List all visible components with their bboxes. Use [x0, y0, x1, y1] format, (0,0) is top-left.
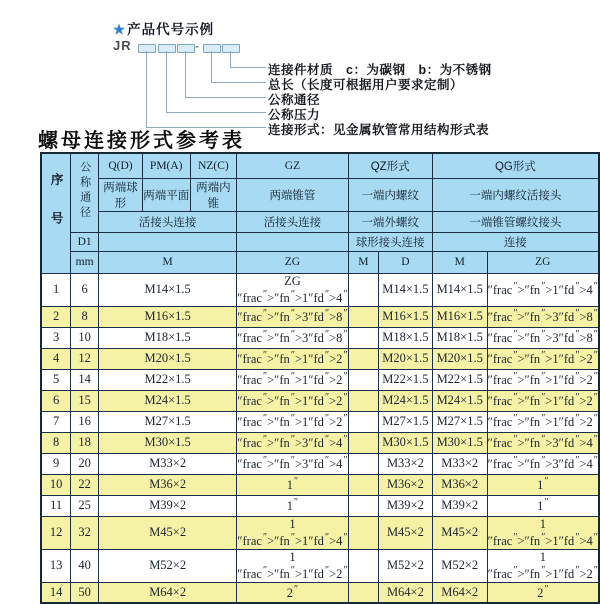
row-m: M39×2	[99, 495, 237, 516]
header-col-gz: GZ	[237, 153, 348, 178]
row-m: M20×1.5	[99, 348, 237, 369]
diagram-title	[113, 18, 214, 38]
row-gz-zg: ″frac″>″fn″>3″fd″>8″	[237, 306, 348, 327]
row-dn-mm: 6	[71, 273, 99, 306]
header-col-q: Q(D)	[99, 153, 143, 178]
table-row	[41, 453, 599, 474]
row-qg-zg: ″frac″>″fn″>3″fd″>8″	[487, 327, 599, 348]
row-gz-zg: 2″	[237, 582, 348, 603]
header-qg-sub2: 一端锥管螺纹接头	[432, 211, 599, 232]
table-row	[41, 549, 599, 582]
row-seq: 3	[41, 327, 71, 348]
header-qg-m: M	[432, 251, 487, 273]
row-qg-m: M24×1.5	[432, 390, 487, 411]
table-row	[41, 411, 599, 432]
row-qg-m: M64×2	[432, 582, 487, 603]
row-dn-mm: 40	[71, 549, 99, 582]
diagram-title-text: 产品代号示例	[127, 22, 215, 37]
row-seq: 1	[41, 273, 71, 306]
connector-line	[230, 51, 266, 68]
row-qg-zg: ″frac″>″fn″>3″fd″>8″	[487, 306, 599, 327]
row-qz-d: M14×1.5	[379, 273, 433, 306]
table-row	[41, 582, 599, 603]
row-qg-zg: ″frac″>″fn″>1″fd″>2″	[487, 369, 599, 390]
table-row	[41, 306, 599, 327]
header-qg-zg: ZG	[487, 251, 599, 273]
row-gz-zg: ″frac″>″fn″>3″fd″>8″	[237, 327, 348, 348]
table-row	[41, 495, 599, 516]
row-qg-zg: 2″	[487, 582, 599, 603]
header-d1: D1	[71, 232, 99, 251]
row-qz-m	[348, 273, 378, 306]
row-qg-zg: 1″	[487, 495, 599, 516]
row-dn-mm: 16	[71, 411, 99, 432]
row-qg-zg: ″frac″>″fn″>1″fd″>4″	[487, 273, 599, 306]
row-qz-d: M52×2	[379, 549, 433, 582]
row-m: M16×1.5	[99, 306, 237, 327]
row-qg-m: M30×1.5	[432, 432, 487, 453]
row-dn-mm: 10	[71, 327, 99, 348]
row-m: M14×1.5	[99, 273, 237, 306]
row-m: M30×1.5	[99, 432, 237, 453]
diagram-label: 总长（长度可根据用户要求定制）	[268, 78, 464, 92]
row-m: M27×1.5	[99, 411, 237, 432]
header-pm-sub: 两端平面	[142, 178, 190, 211]
header-col-qg: QG形式	[432, 153, 599, 178]
row-seq: 9	[41, 453, 71, 474]
header-qz-connection: 球形接头连接	[348, 232, 432, 251]
row-qg-m: M33×2	[432, 453, 487, 474]
row-qz-m	[348, 411, 378, 432]
header-qz-sub1: 一端内螺纹	[348, 178, 432, 211]
row-qz-d: M64×2	[379, 582, 433, 603]
header-empty-2	[237, 232, 348, 251]
row-m: M24×1.5	[99, 390, 237, 411]
row-qg-zg: 1 ″frac″>″fn″>1″fd″>2″	[487, 549, 598, 581]
row-dn-mm: 22	[71, 474, 99, 495]
row-seq: 2	[41, 306, 71, 327]
row-seq: 14	[41, 582, 71, 603]
row-m: M64×2	[99, 582, 237, 603]
header-gz-connection: 活接头连接	[237, 211, 348, 232]
row-qz-d: M18×1.5	[379, 327, 433, 348]
diagram-label: 连接件材质 c：为碳钢 b：为不锈钢	[268, 63, 492, 77]
header-zg: ZG	[237, 251, 348, 273]
row-dn-mm: 14	[71, 369, 99, 390]
row-qg-zg: ″frac″>″fn″>3″fd″>4″	[487, 453, 599, 474]
row-qg-zg: ″frac″>″fn″>3″fd″>4″	[487, 432, 599, 453]
row-qz-m	[348, 390, 378, 411]
row-m: M22×1.5	[99, 369, 237, 390]
row-seq: 12	[41, 516, 71, 549]
row-gz-zg: 1″	[237, 495, 348, 516]
table-row	[41, 432, 599, 453]
row-gz-zg: 1″	[237, 474, 348, 495]
row-qg-m: M18×1.5	[432, 327, 487, 348]
row-m: M52×2	[99, 549, 237, 582]
row-seq: 4	[41, 348, 71, 369]
row-qz-d: M45×2	[379, 516, 433, 549]
row-qz-m	[348, 432, 378, 453]
row-seq: 6	[41, 390, 71, 411]
row-qz-m	[348, 348, 378, 369]
header-m: M	[99, 251, 237, 273]
row-qg-m: M20×1.5	[432, 348, 487, 369]
row-qz-m	[348, 306, 378, 327]
row-gz-zg: ″frac″>″fn″>1″fd″>2″	[237, 390, 348, 411]
row-gz-zg: ″frac″>″fn″>3″fd″>4″	[237, 453, 348, 474]
row-qg-m: M27×1.5	[432, 411, 487, 432]
header-col-nz: NZ(C)	[190, 153, 237, 178]
row-m: M36×2	[99, 474, 237, 495]
diagram-label: 连接形式：见金属软管常用结构形式表	[268, 123, 490, 137]
row-qz-d: M27×1.5	[379, 411, 433, 432]
row-dn-mm: 32	[71, 516, 99, 549]
header-col-qz: QZ形式	[348, 153, 432, 178]
row-dn-mm: 15	[71, 390, 99, 411]
table-row	[41, 474, 599, 495]
row-gz-zg: ″frac″>″fn″>1″fd″>2″	[237, 369, 348, 390]
row-qg-zg: 1″	[487, 474, 599, 495]
row-qg-zg: ″frac″>″fn″>1″fd″>2″	[487, 411, 599, 432]
row-m: M18×1.5	[99, 327, 237, 348]
row-qg-m: M45×2	[432, 516, 487, 549]
row-m: M33×2	[99, 453, 237, 474]
header-union-connection: 活接头连接	[99, 211, 237, 232]
nut-connection-table	[40, 152, 600, 604]
row-qz-m	[348, 495, 378, 516]
row-qz-d: M39×2	[379, 495, 433, 516]
row-seq: 8	[41, 432, 71, 453]
row-m: M45×2	[99, 516, 237, 549]
row-qz-d: M36×2	[379, 474, 433, 495]
row-seq: 11	[41, 495, 71, 516]
row-seq: 7	[41, 411, 71, 432]
row-qz-m	[348, 549, 378, 582]
header-qz-m: M	[348, 251, 378, 273]
header-empty-1	[99, 232, 237, 251]
header-mm: mm	[71, 251, 99, 273]
row-seq: 5	[41, 369, 71, 390]
row-qz-m	[348, 516, 378, 549]
row-qz-d: M20×1.5	[379, 348, 433, 369]
row-qz-d: M24×1.5	[379, 390, 433, 411]
row-qg-m: M52×2	[432, 549, 487, 582]
row-qz-d: M33×2	[379, 453, 433, 474]
row-qz-d: M22×1.5	[379, 369, 433, 390]
row-gz-zg: ″frac″>″fn″>3″fd″>4″	[237, 432, 348, 453]
header-qz-sub2: 一端外螺纹	[348, 211, 432, 232]
diagram-label: 公称压力	[268, 108, 321, 122]
row-qz-m	[348, 327, 378, 348]
row-qz-m	[348, 582, 378, 603]
row-dn-mm: 20	[71, 453, 99, 474]
row-qg-m: M22×1.5	[432, 369, 487, 390]
header-nz-sub: 两端内锥	[190, 178, 237, 211]
row-dn-mm: 50	[71, 582, 99, 603]
table-row	[41, 348, 599, 369]
row-qg-m: M16×1.5	[432, 306, 487, 327]
row-qg-m: M14×1.5	[432, 273, 487, 306]
row-qz-m	[348, 369, 378, 390]
table-row	[41, 390, 599, 411]
row-qg-m: M36×2	[432, 474, 487, 495]
row-dn-mm: 25	[71, 495, 99, 516]
row-gz-zg: ZG ″frac″>″fn″>1″fd″>4″	[237, 273, 348, 305]
table-title: 螺母连接形式参考表	[38, 128, 245, 152]
row-qg-zg: 1 ″frac″>″fn″>1″fd″>4″	[487, 516, 598, 548]
row-qz-m	[348, 453, 378, 474]
code-dash: -	[195, 39, 199, 53]
star-icon: ★	[113, 22, 127, 37]
row-qg-zg: ″frac″>″fn″>1″fd″>2″	[487, 390, 599, 411]
table-row	[41, 516, 599, 549]
table-row	[41, 369, 599, 390]
row-gz-zg: 1 ″frac″>″fn″>1″fd″>4″	[237, 516, 348, 548]
header-nominal-diameter: 公称通径	[71, 153, 99, 232]
table-row	[41, 327, 599, 348]
header-seq: 序号	[41, 153, 71, 273]
row-qz-d: M30×1.5	[379, 432, 433, 453]
header-qg-sub1: 一端内螺纹活接头	[432, 178, 599, 211]
row-qz-m	[348, 474, 378, 495]
row-qg-m: M39×2	[432, 495, 487, 516]
header-qg-connection: 连接	[432, 232, 599, 251]
row-gz-zg: ″frac″>″fn″>1″fd″>2″	[237, 411, 348, 432]
row-dn-mm: 18	[71, 432, 99, 453]
row-qg-zg: ″frac″>″fn″>1″fd″>2″	[487, 348, 599, 369]
header-q-sub: 两端球形	[99, 178, 143, 211]
code-prefix: JR	[113, 38, 132, 53]
row-dn-mm: 12	[71, 348, 99, 369]
diagram-label: 公称通径	[268, 93, 321, 107]
row-gz-zg: ″frac″>″fn″>1″fd″>2″	[237, 348, 348, 369]
row-seq: 13	[41, 549, 71, 582]
row-gz-zg: 1 ″frac″>″fn″>1″fd″>2″	[237, 549, 348, 581]
row-dn-mm: 8	[71, 306, 99, 327]
header-qz-d: D	[379, 251, 433, 273]
row-qz-d: M16×1.5	[379, 306, 433, 327]
header-col-pm: PM(A)	[142, 153, 190, 178]
header-gz-sub: 两端锥管	[237, 178, 348, 211]
row-seq: 10	[41, 474, 71, 495]
table-row	[41, 273, 599, 306]
